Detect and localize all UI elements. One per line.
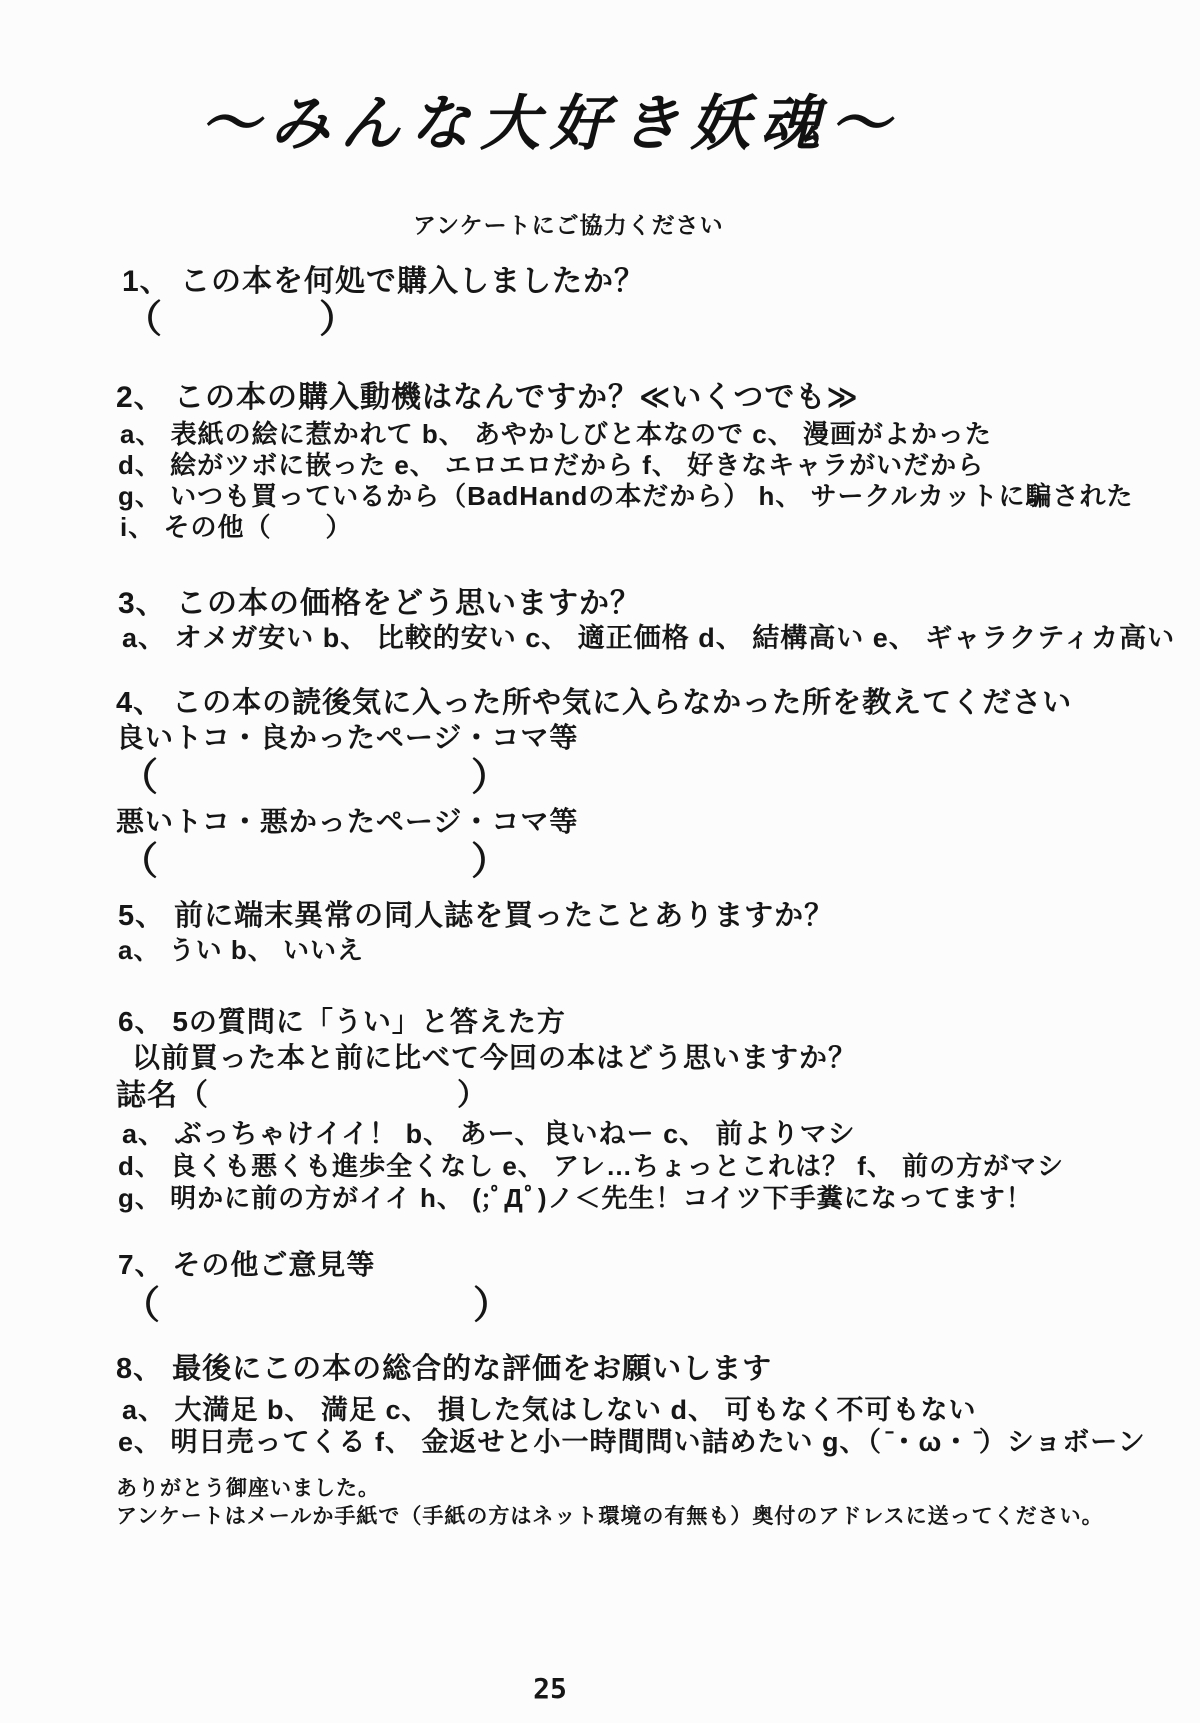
question-4-bad-label: 悪いトコ・悪かったページ・コマ等 bbox=[116, 806, 579, 837]
question-4-good-answer-blank: （ ） bbox=[120, 757, 511, 799]
footer-thanks-text: ありがとう御座いました。 bbox=[116, 1477, 380, 1500]
question-6-options-row-2: d、 良くも悪くも進歩全くなし e、 アレ…ちょっとこれは？ f、 前の方がマシ bbox=[118, 1151, 1065, 1181]
question-2-options-row-1: a、 表紙の絵に惹かれて b、 あやかしびと本なので c、 漫画がよかった bbox=[120, 419, 992, 449]
question-2-options-row-4: i、 その他（ ） bbox=[120, 512, 353, 542]
question-1-heading: 1、 この本を何処で購入しましたか？ bbox=[122, 265, 646, 298]
question-4-good-label: 良いトコ・良かったページ・コマ等 bbox=[116, 722, 579, 753]
question-2-options-row-3: g、 いつも買っているから（BadHandの本だから） h、 サークルカットに騙された bbox=[118, 481, 1134, 511]
question-4-heading: 4、 この本の読後気に入った所や気に入らなかった所を教えてください bbox=[116, 687, 1073, 719]
question-3-heading: 3、 この本の価格をどう思いますか？ bbox=[118, 587, 642, 620]
question-8-options-row-1: a、 大満足 b、 満足 c、 損した気はしない d、 可もなく不可もない bbox=[122, 1395, 977, 1425]
question-6-options-row-1: a、 ぶっちゃけイイ！ b、 あー、良いねー c、 前よりマシ bbox=[122, 1119, 856, 1149]
question-2-heading: 2、 この本の購入動機はなんですか？≪いくつでも≫ bbox=[116, 381, 859, 414]
survey-subtitle: アンケートにご協力ください bbox=[413, 212, 724, 238]
question-1-answer-blank: （ ） bbox=[124, 299, 359, 341]
page-title: ～みんな大好き妖魂～ bbox=[200, 89, 900, 159]
question-6-subheading: 以前買った本と前に比べて今回の本はどう思いますか？ bbox=[132, 1042, 858, 1073]
question-8-options-row-2: e、 明日売ってくる f、 金返せと小一時間問い詰めたい g、（ ̄・ω・ ̄）ショボーン bbox=[118, 1427, 1146, 1457]
question-6-book-title-blank: 誌名（ ） bbox=[116, 1079, 488, 1112]
question-8-heading: 8、 最後にこの本の総合的な評価をお願いします bbox=[116, 1353, 773, 1385]
question-6-options-row-3: g、 明かに前の方がイイ h、 (;ﾟДﾟ)ノ＜先生！コイツ下手糞になってます！ bbox=[118, 1183, 1033, 1213]
footer-instructions-text: アンケートはメールか手紙で（手紙の方はネット環境の有無も）奥付のアドレスに送ってください。 bbox=[116, 1505, 1104, 1528]
page-number: 25 bbox=[533, 1672, 567, 1705]
question-7-answer-blank: （ ） bbox=[122, 1285, 513, 1327]
question-5-heading: 5、 前に端末異常の同人誌を買ったことありますか？ bbox=[118, 900, 835, 932]
question-5-options-row: a、 うい b、 いいえ bbox=[118, 935, 365, 965]
question-2-options-row-2: d、 絵がツボに嵌った e、 エロエロだから f、 好きなキャラがいだから bbox=[118, 450, 985, 480]
question-7-heading: 7、 その他ご意見等 bbox=[118, 1249, 376, 1280]
question-3-options-row: a、 オメガ安い b、 比較的安い c、 適正価格 d、 結構高い e、 ギャラクティカ高い bbox=[122, 623, 1176, 653]
question-4-bad-answer-blank: （ ） bbox=[120, 841, 511, 883]
question-6-heading: 6、 5の質問に「うい」と答えた方 bbox=[118, 1006, 566, 1037]
